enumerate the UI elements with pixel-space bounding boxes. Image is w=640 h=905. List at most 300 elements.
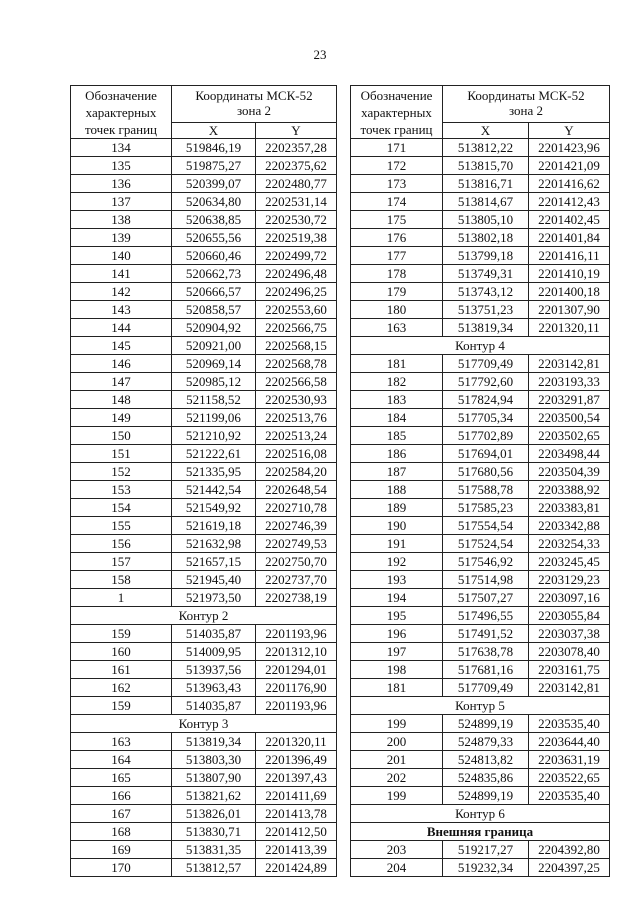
point-id-cell: 179 xyxy=(351,283,443,301)
table-row xyxy=(351,463,610,481)
point-id-cell: 159 xyxy=(71,697,172,715)
point-id-cell: 169 xyxy=(71,841,172,859)
y-coordinate-cell: 2203383,81 xyxy=(529,499,610,517)
table-row xyxy=(71,247,337,265)
table-row xyxy=(351,391,610,409)
x-coordinate-cell: 520634,80 xyxy=(172,193,256,211)
point-id-cell: 161 xyxy=(71,661,172,679)
table-row xyxy=(351,157,610,175)
x-coordinate-cell: 521222,61 xyxy=(172,445,256,463)
x-coordinate-cell: 519217,27 xyxy=(443,841,529,859)
point-id-cell: 141 xyxy=(71,265,172,283)
point-id-cell: 187 xyxy=(351,463,443,481)
x-coordinate-cell: 521973,50 xyxy=(172,589,256,607)
point-id-cell: 145 xyxy=(71,337,172,355)
y-coordinate-cell: 2202480,77 xyxy=(256,175,337,193)
y-coordinate-cell: 2201412,50 xyxy=(256,823,337,841)
x-coordinate-cell: 520666,57 xyxy=(172,283,256,301)
x-coordinate-cell: 524899,19 xyxy=(443,715,529,733)
point-id-cell: 189 xyxy=(351,499,443,517)
y-coordinate-cell: 2203498,44 xyxy=(529,445,610,463)
point-id-cell: 160 xyxy=(71,643,172,661)
section-label: Контур 4 xyxy=(351,337,610,355)
y-coordinate-cell: 2203500,54 xyxy=(529,409,610,427)
point-id-cell: 198 xyxy=(351,661,443,679)
table-row xyxy=(71,283,337,301)
table-row xyxy=(351,427,610,445)
point-id-cell: 135 xyxy=(71,157,172,175)
y-coordinate-cell: 2201401,84 xyxy=(529,229,610,247)
x-coordinate-cell: 513819,34 xyxy=(443,319,529,337)
y-coordinate-cell: 2203535,40 xyxy=(529,787,610,805)
point-id-cell: 192 xyxy=(351,553,443,571)
x-coordinate-cell: 517709,49 xyxy=(443,679,529,697)
section-row xyxy=(71,607,337,625)
x-coordinate-cell: 513751,23 xyxy=(443,301,529,319)
x-coordinate-cell: 521335,95 xyxy=(172,463,256,481)
x-coordinate-cell: 521158,52 xyxy=(172,391,256,409)
point-id-cell: 150 xyxy=(71,427,172,445)
y-coordinate-cell: 2202519,38 xyxy=(256,229,337,247)
table-row xyxy=(71,661,337,679)
point-id-cell: 194 xyxy=(351,589,443,607)
point-id-cell: 167 xyxy=(71,805,172,823)
table-row xyxy=(351,283,610,301)
point-id-cell: 1 xyxy=(71,589,172,607)
y-coordinate-cell: 2201413,78 xyxy=(256,805,337,823)
coordinates-column-header: Координаты МСК-52 зона 2 xyxy=(443,86,610,123)
point-id-cell: 138 xyxy=(71,211,172,229)
table-row xyxy=(71,175,337,193)
x-coordinate-cell: 513805,10 xyxy=(443,211,529,229)
point-id-cell: 157 xyxy=(71,553,172,571)
y-coordinate-cell: 2202531,14 xyxy=(256,193,337,211)
table-row xyxy=(71,643,337,661)
table-row xyxy=(71,517,337,535)
y-coordinate-cell: 2203631,19 xyxy=(529,751,610,769)
x-coordinate-cell: 524835,86 xyxy=(443,769,529,787)
point-id-cell: 186 xyxy=(351,445,443,463)
y-coordinate-cell: 2203254,33 xyxy=(529,535,610,553)
point-id-cell: 178 xyxy=(351,265,443,283)
x-coordinate-cell: 517524,54 xyxy=(443,535,529,553)
table-row xyxy=(71,769,337,787)
x-coordinate-cell: 520660,46 xyxy=(172,247,256,265)
point-id-cell: 193 xyxy=(351,571,443,589)
y-coordinate-cell: 2203078,40 xyxy=(529,643,610,661)
y-coordinate-cell: 2203291,87 xyxy=(529,391,610,409)
x-coordinate-cell: 513815,70 xyxy=(443,157,529,175)
x-coordinate-cell: 513803,30 xyxy=(172,751,256,769)
y-column-header: Y xyxy=(256,123,337,139)
x-coordinate-cell: 517705,34 xyxy=(443,409,529,427)
y-coordinate-cell: 2201411,69 xyxy=(256,787,337,805)
table-row xyxy=(71,859,337,877)
y-coordinate-cell: 2201312,10 xyxy=(256,643,337,661)
y-coordinate-cell: 2202749,53 xyxy=(256,535,337,553)
point-id-cell: 148 xyxy=(71,391,172,409)
table-row xyxy=(351,553,610,571)
point-id-cell: 152 xyxy=(71,463,172,481)
table-row xyxy=(351,445,610,463)
table-row xyxy=(71,157,337,175)
table-row xyxy=(351,301,610,319)
table-row xyxy=(351,211,610,229)
table-row xyxy=(351,229,610,247)
point-id-cell: 149 xyxy=(71,409,172,427)
x-coordinate-cell: 520655,56 xyxy=(172,229,256,247)
x-coordinate-cell: 520969,14 xyxy=(172,355,256,373)
y-coordinate-cell: 2202530,93 xyxy=(256,391,337,409)
x-coordinate-cell: 517588,78 xyxy=(443,481,529,499)
y-coordinate-cell: 2202516,08 xyxy=(256,445,337,463)
y-coordinate-cell: 2202584,20 xyxy=(256,463,337,481)
point-id-cell: 204 xyxy=(351,859,443,877)
y-coordinate-cell: 2201396,49 xyxy=(256,751,337,769)
x-coordinate-cell: 513802,18 xyxy=(443,229,529,247)
y-coordinate-cell: 2201193,96 xyxy=(256,625,337,643)
y-coordinate-cell: 2203129,23 xyxy=(529,571,610,589)
y-coordinate-cell: 2203644,40 xyxy=(529,733,610,751)
x-coordinate-cell: 521657,15 xyxy=(172,553,256,571)
x-coordinate-cell: 519846,19 xyxy=(172,139,256,157)
x-coordinate-cell: 520638,85 xyxy=(172,211,256,229)
table-row xyxy=(71,841,337,859)
section-row xyxy=(351,697,610,715)
table-row xyxy=(351,535,610,553)
x-coordinate-cell: 517681,16 xyxy=(443,661,529,679)
table-row xyxy=(71,337,337,355)
x-coordinate-cell: 513963,43 xyxy=(172,679,256,697)
x-coordinate-cell: 514035,87 xyxy=(172,625,256,643)
table-row xyxy=(71,211,337,229)
table-row xyxy=(71,589,337,607)
point-id-cell: 154 xyxy=(71,499,172,517)
y-coordinate-cell: 2202496,25 xyxy=(256,283,337,301)
point-id-cell: 182 xyxy=(351,373,443,391)
y-coordinate-cell: 2201397,43 xyxy=(256,769,337,787)
point-id-cell: 173 xyxy=(351,175,443,193)
y-coordinate-cell: 2202553,60 xyxy=(256,301,337,319)
point-id-cell: 201 xyxy=(351,751,443,769)
coordinates-table-right xyxy=(350,85,610,877)
table-row xyxy=(71,787,337,805)
section-label: Контур 3 xyxy=(71,715,337,733)
y-coordinate-cell: 2201423,96 xyxy=(529,139,610,157)
point-id-cell: 174 xyxy=(351,193,443,211)
point-id-cell: 166 xyxy=(71,787,172,805)
x-coordinate-cell: 513812,22 xyxy=(443,139,529,157)
x-coordinate-cell: 520662,73 xyxy=(172,265,256,283)
table-row xyxy=(71,427,337,445)
x-coordinate-cell: 521199,06 xyxy=(172,409,256,427)
y-coordinate-cell: 2202496,48 xyxy=(256,265,337,283)
x-coordinate-cell: 517554,54 xyxy=(443,517,529,535)
x-coordinate-cell: 521945,40 xyxy=(172,571,256,589)
section-label: Контур 2 xyxy=(71,607,337,625)
x-coordinate-cell: 520921,00 xyxy=(172,337,256,355)
y-coordinate-cell: 2201400,18 xyxy=(529,283,610,301)
table-row xyxy=(71,481,337,499)
y-coordinate-cell: 2201307,90 xyxy=(529,301,610,319)
x-coordinate-cell: 517638,78 xyxy=(443,643,529,661)
y-coordinate-cell: 2203037,38 xyxy=(529,625,610,643)
y-coordinate-cell: 2201320,11 xyxy=(256,733,337,751)
point-id-cell: 158 xyxy=(71,571,172,589)
table-row xyxy=(71,679,337,697)
x-coordinate-cell: 524879,33 xyxy=(443,733,529,751)
section-label: Контур 6 xyxy=(351,805,610,823)
table-row xyxy=(71,301,337,319)
table-row xyxy=(351,841,610,859)
x-coordinate-cell: 513830,71 xyxy=(172,823,256,841)
x-coordinate-cell: 519875,27 xyxy=(172,157,256,175)
table-row xyxy=(351,499,610,517)
point-id-cell: 153 xyxy=(71,481,172,499)
point-id-cell: 199 xyxy=(351,787,443,805)
x-coordinate-cell: 520904,92 xyxy=(172,319,256,337)
y-column-header: Y xyxy=(529,123,610,139)
table-row xyxy=(351,679,610,697)
point-id-cell: 134 xyxy=(71,139,172,157)
coordinates-table-left xyxy=(70,85,337,877)
table-row xyxy=(351,175,610,193)
x-coordinate-cell: 521210,92 xyxy=(172,427,256,445)
table-row xyxy=(71,319,337,337)
y-coordinate-cell: 2201412,43 xyxy=(529,193,610,211)
y-coordinate-cell: 2203193,33 xyxy=(529,373,610,391)
table-row xyxy=(351,409,610,427)
table-row xyxy=(351,481,610,499)
x-coordinate-cell: 517546,92 xyxy=(443,553,529,571)
point-id-cell: 191 xyxy=(351,535,443,553)
x-coordinate-cell: 513937,56 xyxy=(172,661,256,679)
y-coordinate-cell: 2203097,16 xyxy=(529,589,610,607)
table-row xyxy=(71,355,337,373)
y-coordinate-cell: 2202710,78 xyxy=(256,499,337,517)
table-row xyxy=(71,265,337,283)
x-coordinate-cell: 524899,19 xyxy=(443,787,529,805)
y-coordinate-cell: 2201193,96 xyxy=(256,697,337,715)
point-id-cell: 151 xyxy=(71,445,172,463)
table-row xyxy=(351,319,610,337)
y-coordinate-cell: 2201413,39 xyxy=(256,841,337,859)
y-coordinate-cell: 2202568,15 xyxy=(256,337,337,355)
x-coordinate-cell: 513814,67 xyxy=(443,193,529,211)
table-row xyxy=(351,643,610,661)
section-row xyxy=(351,823,610,841)
y-coordinate-cell: 2203388,92 xyxy=(529,481,610,499)
point-id-cell: 168 xyxy=(71,823,172,841)
y-coordinate-cell: 2202746,39 xyxy=(256,517,337,535)
table-row xyxy=(351,607,610,625)
x-coordinate-cell: 514009,95 xyxy=(172,643,256,661)
x-coordinate-cell: 517680,56 xyxy=(443,463,529,481)
y-coordinate-cell: 2202737,70 xyxy=(256,571,337,589)
point-id-cell: 197 xyxy=(351,643,443,661)
point-id-cell: 144 xyxy=(71,319,172,337)
x-coordinate-cell: 517496,55 xyxy=(443,607,529,625)
coordinates-column-header: Координаты МСК-52 зона 2 xyxy=(172,86,337,123)
table-row xyxy=(351,139,610,157)
point-id-cell: 199 xyxy=(351,715,443,733)
y-coordinate-cell: 2204397,25 xyxy=(529,859,610,877)
y-coordinate-cell: 2202530,72 xyxy=(256,211,337,229)
table-row xyxy=(351,265,610,283)
table-row xyxy=(351,517,610,535)
x-coordinate-cell: 513812,57 xyxy=(172,859,256,877)
point-id-cell: 137 xyxy=(71,193,172,211)
points-column-header: Обозначение характерных точек границ xyxy=(71,86,172,139)
table-row xyxy=(71,445,337,463)
x-coordinate-cell: 513749,31 xyxy=(443,265,529,283)
x-coordinate-cell: 520399,07 xyxy=(172,175,256,193)
x-coordinate-cell: 517709,49 xyxy=(443,355,529,373)
y-coordinate-cell: 2202566,75 xyxy=(256,319,337,337)
y-coordinate-cell: 2201424,89 xyxy=(256,859,337,877)
point-id-cell: 202 xyxy=(351,769,443,787)
y-coordinate-cell: 2203245,45 xyxy=(529,553,610,571)
table-row xyxy=(351,193,610,211)
point-id-cell: 181 xyxy=(351,355,443,373)
y-coordinate-cell: 2203535,40 xyxy=(529,715,610,733)
point-id-cell: 184 xyxy=(351,409,443,427)
y-coordinate-cell: 2201416,62 xyxy=(529,175,610,193)
x-coordinate-cell: 513816,71 xyxy=(443,175,529,193)
y-coordinate-cell: 2201410,19 xyxy=(529,265,610,283)
coordinates-table-body xyxy=(351,139,610,877)
y-coordinate-cell: 2202375,62 xyxy=(256,157,337,175)
point-id-cell: 142 xyxy=(71,283,172,301)
point-id-cell: 183 xyxy=(351,391,443,409)
section-label: Контур 5 xyxy=(351,697,610,715)
y-coordinate-cell: 2202738,19 xyxy=(256,589,337,607)
point-id-cell: 203 xyxy=(351,841,443,859)
table-row xyxy=(351,373,610,391)
table-row xyxy=(351,751,610,769)
x-column-header: X xyxy=(172,123,256,139)
point-id-cell: 136 xyxy=(71,175,172,193)
points-column-header: Обозначение характерных точек границ xyxy=(351,86,443,139)
table-row xyxy=(71,733,337,751)
point-id-cell: 162 xyxy=(71,679,172,697)
x-coordinate-cell: 513826,01 xyxy=(172,805,256,823)
section-label: Внешняя граница xyxy=(351,823,610,841)
x-coordinate-cell: 521442,54 xyxy=(172,481,256,499)
point-id-cell: 147 xyxy=(71,373,172,391)
x-coordinate-cell: 513831,35 xyxy=(172,841,256,859)
table-row xyxy=(71,553,337,571)
x-coordinate-cell: 513743,12 xyxy=(443,283,529,301)
x-coordinate-cell: 520985,12 xyxy=(172,373,256,391)
y-coordinate-cell: 2202568,78 xyxy=(256,355,337,373)
x-coordinate-cell: 514035,87 xyxy=(172,697,256,715)
x-coordinate-cell: 513819,34 xyxy=(172,733,256,751)
point-id-cell: 163 xyxy=(71,733,172,751)
point-id-cell: 164 xyxy=(71,751,172,769)
point-id-cell: 196 xyxy=(351,625,443,643)
y-coordinate-cell: 2201421,09 xyxy=(529,157,610,175)
y-coordinate-cell: 2203522,65 xyxy=(529,769,610,787)
point-id-cell: 163 xyxy=(351,319,443,337)
y-coordinate-cell: 2201320,11 xyxy=(529,319,610,337)
point-id-cell: 188 xyxy=(351,481,443,499)
x-coordinate-cell: 517585,23 xyxy=(443,499,529,517)
y-coordinate-cell: 2204392,80 xyxy=(529,841,610,859)
table-row xyxy=(71,409,337,427)
table-row xyxy=(71,229,337,247)
point-id-cell: 139 xyxy=(71,229,172,247)
y-coordinate-cell: 2202513,24 xyxy=(256,427,337,445)
point-id-cell: 181 xyxy=(351,679,443,697)
y-coordinate-cell: 2201402,45 xyxy=(529,211,610,229)
x-coordinate-cell: 517824,94 xyxy=(443,391,529,409)
section-row xyxy=(351,805,610,823)
point-id-cell: 140 xyxy=(71,247,172,265)
y-coordinate-cell: 2202357,28 xyxy=(256,139,337,157)
table-row xyxy=(71,823,337,841)
table-row xyxy=(71,391,337,409)
table-row xyxy=(351,355,610,373)
y-coordinate-cell: 2203055,84 xyxy=(529,607,610,625)
y-coordinate-cell: 2203342,88 xyxy=(529,517,610,535)
point-id-cell: 176 xyxy=(351,229,443,247)
table-row xyxy=(71,805,337,823)
y-coordinate-cell: 2202566,58 xyxy=(256,373,337,391)
x-column-header: X xyxy=(443,123,529,139)
y-coordinate-cell: 2203502,65 xyxy=(529,427,610,445)
y-coordinate-cell: 2203142,81 xyxy=(529,679,610,697)
point-id-cell: 155 xyxy=(71,517,172,535)
point-id-cell: 185 xyxy=(351,427,443,445)
table-row xyxy=(351,661,610,679)
point-id-cell: 172 xyxy=(351,157,443,175)
x-coordinate-cell: 517702,89 xyxy=(443,427,529,445)
x-coordinate-cell: 521549,92 xyxy=(172,499,256,517)
table-row xyxy=(71,373,337,391)
table-row xyxy=(351,769,610,787)
table-row xyxy=(71,193,337,211)
x-coordinate-cell: 517514,98 xyxy=(443,571,529,589)
x-coordinate-cell: 513821,62 xyxy=(172,787,256,805)
table-row xyxy=(351,571,610,589)
y-coordinate-cell: 2203161,75 xyxy=(529,661,610,679)
page-number: 23 xyxy=(313,47,327,62)
table-row xyxy=(351,589,610,607)
table-row xyxy=(71,625,337,643)
point-id-cell: 180 xyxy=(351,301,443,319)
x-coordinate-cell: 517491,52 xyxy=(443,625,529,643)
y-coordinate-cell: 2202750,70 xyxy=(256,553,337,571)
y-coordinate-cell: 2203142,81 xyxy=(529,355,610,373)
y-coordinate-cell: 2202648,54 xyxy=(256,481,337,499)
point-id-cell: 143 xyxy=(71,301,172,319)
y-coordinate-cell: 2202513,76 xyxy=(256,409,337,427)
point-id-cell: 200 xyxy=(351,733,443,751)
table-row xyxy=(351,715,610,733)
x-coordinate-cell: 517694,01 xyxy=(443,445,529,463)
point-id-cell: 156 xyxy=(71,535,172,553)
point-id-cell: 177 xyxy=(351,247,443,265)
point-id-cell: 170 xyxy=(71,859,172,877)
y-coordinate-cell: 2202499,72 xyxy=(256,247,337,265)
point-id-cell: 190 xyxy=(351,517,443,535)
table-row xyxy=(71,499,337,517)
table-row xyxy=(71,139,337,157)
section-row xyxy=(351,337,610,355)
x-coordinate-cell: 519232,34 xyxy=(443,859,529,877)
x-coordinate-cell: 521619,18 xyxy=(172,517,256,535)
